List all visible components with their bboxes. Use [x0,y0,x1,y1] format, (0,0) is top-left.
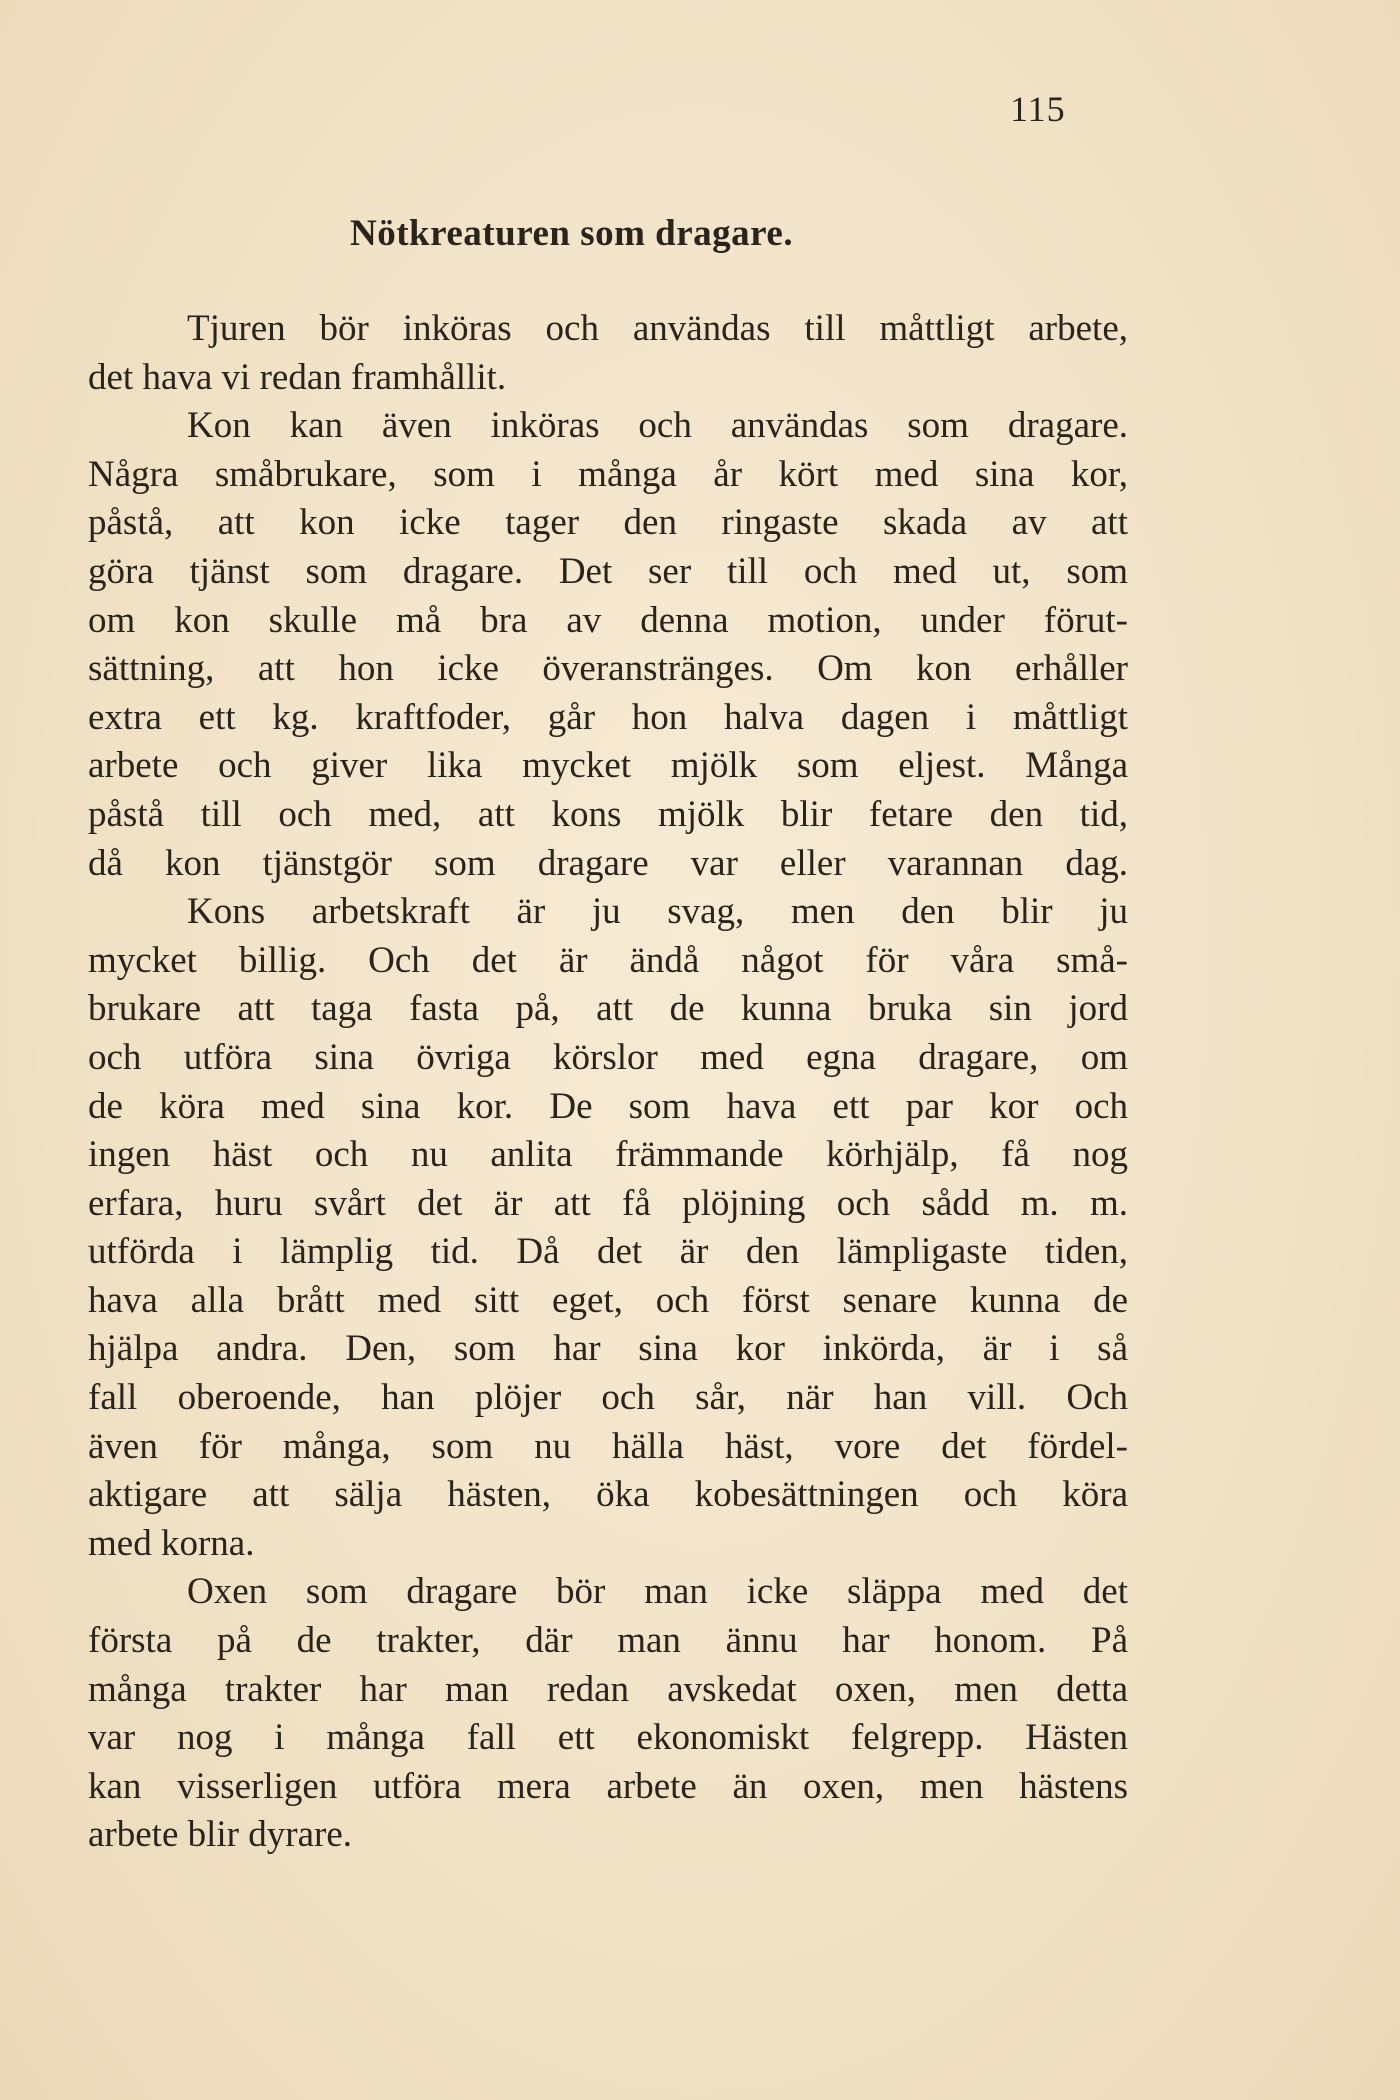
text-line: det hava vi redan framhållit. [88,356,507,398]
text-line: Kon kan även inköras och användas som dragare. [187,405,1128,447]
text-line: sättning, att hon icke överanstränges. Om kon erhåller [88,648,1128,690]
text-line: Tjuren bör inköras och användas till måttligt arbete, [187,308,1128,349]
text-line: hava alla brått med sitt eget, och först senare kunna de [88,1279,1128,1321]
text-line: brukare att taga fasta på, att de kunna bruka sin jord [88,988,1128,1030]
text-line: och utföra sina övriga körslor med egna dragare, om [88,1036,1128,1078]
chapter-title: Nötkreaturen som dragare. [350,213,794,254]
text-line: många trakter har man redan avskedat oxen, men detta [88,1668,1128,1710]
text-line: mycket billig. Och det är ändå något för våra små- [88,939,1128,981]
text-line: de köra med sina kor. De som hava ett par kor och [88,1085,1128,1127]
text-line: första på de trakter, där man ännu har honom. På [88,1620,1128,1662]
text-line: påstå, att kon icke tager den ringaste skada av att [88,502,1128,544]
text-line: fall oberoende, han plöjer och sår, när han vill. Och [88,1377,1128,1419]
text-line: var nog i många fall ett ekonomiskt felgrepp. Hästen [88,1717,1128,1759]
text-line: aktigare att sälja hästen, öka kobesättningen och köra [88,1474,1128,1516]
body-text [88,305,1128,1860]
text-line: utförda i lämplig tid. Då det är den lämpligaste tiden, [88,1231,1128,1273]
text-line: arbete och giver lika mycket mjölk som eljest. Många [88,745,1128,787]
text-line: med korna. [88,1522,255,1564]
text-line: då kon tjänstgör som dragare var eller varannan dag. [88,842,1128,884]
page-number: 115 [1010,89,1066,129]
text-line: hjälpa andra. Den, som har sina kor inkörda, är i så [88,1328,1128,1370]
text-line: arbete blir dyrare. [88,1814,352,1856]
text-line: extra ett kg. kraftfoder, går hon halva dagen i måttligt [88,696,1128,738]
text-line: Oxen som dragare bör man icke släppa med det [187,1571,1128,1613]
text-line: även för många, som nu hälla häst, vore det fördel- [88,1425,1128,1467]
text-line: göra tjänst som dragare. Det ser till och med ut, som [88,550,1128,592]
text-line: erfara, huru svårt det är att få plöjning och sådd m. m. [88,1182,1128,1224]
text-line: ingen häst och nu anlita främmande körhjälp, få nog [88,1134,1128,1176]
text-line: Några småbrukare, som i många år kört med sina kor, [88,453,1128,495]
text-line: Kons arbetskraft är ju svag, men den blir ju [187,891,1128,933]
text-line: påstå till och med, att kons mjölk blir fetare den tid, [88,793,1128,835]
text-line: kan visserligen utföra mera arbete än oxen, men hästens [88,1765,1128,1807]
text-line: om kon skulle må bra av denna motion, under förut- [88,599,1128,641]
